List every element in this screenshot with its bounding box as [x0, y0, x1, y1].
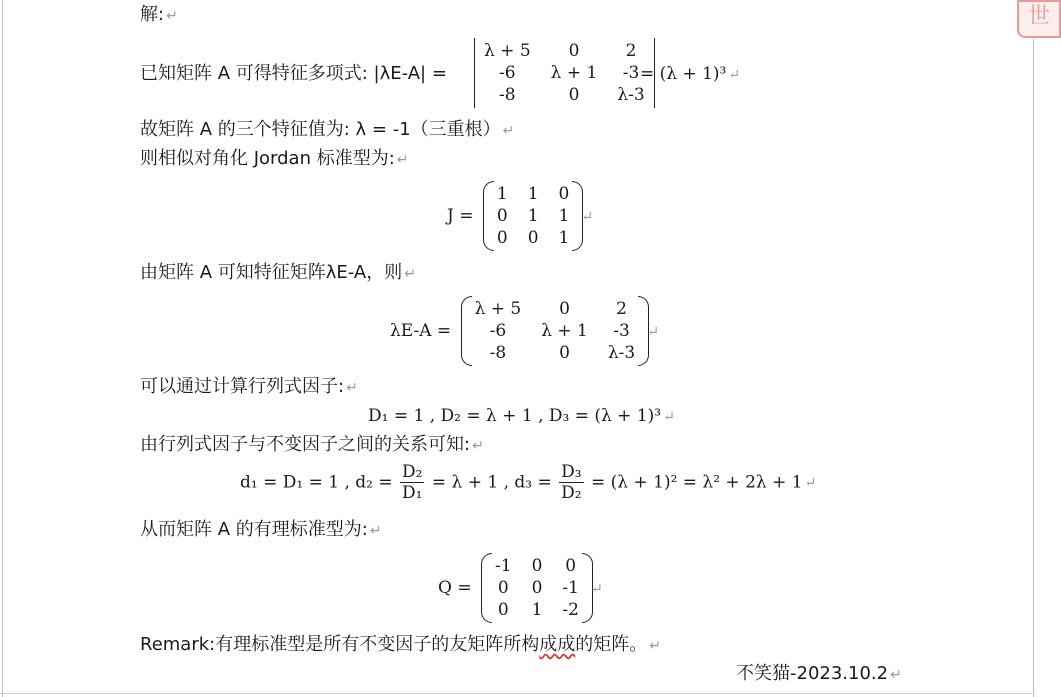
page-left-border — [2, 0, 3, 697]
jordan-matrix-row — [487, 227, 579, 249]
jordan-matrix-cell: 0 — [496, 206, 508, 226]
determinant-matrix-cell: 0 — [568, 41, 580, 61]
rational-intro-line: 从而矩阵 A 的有理标准型为: ↵ — [140, 519, 382, 540]
jordan-matrix-row — [487, 205, 579, 227]
jordan-intro-line: 则相似对角化 Jordan 标准型为: ↵ — [140, 148, 409, 169]
rational-matrix-cell: 0 — [531, 556, 543, 576]
char-matrix-intro-line: 由矩阵 A 可知特征矩阵λE-A，则 ↵ — [140, 262, 416, 283]
char-matrix-cell: λ + 1 — [541, 321, 588, 341]
rational-matrix-cell: 0 — [497, 600, 509, 620]
eigenvalue-line: 故矩阵 A 的三个特征值为: λ = -1（三重根） ↵ — [140, 119, 515, 140]
char-matrix-cell: 0 — [559, 299, 570, 319]
jordan-matrix-cell: 0 — [496, 228, 508, 248]
determinant-matrix-row — [474, 40, 655, 62]
determinant-matrix-cell: λ-3 — [617, 85, 645, 105]
determinant-matrix-cell: -8 — [499, 85, 516, 105]
jordan-matrix-cell: 0 — [558, 184, 570, 204]
det-factor-intro-line: 可以通过计算行列式因子: ↵ — [140, 376, 358, 397]
determinant-matrix-cell: -3 — [622, 63, 640, 83]
signature: 不笑猫-2023.10.2 ↵ — [736, 663, 902, 684]
determinant-matrix — [474, 40, 655, 106]
determinant-matrix-row — [474, 62, 655, 84]
char-matrix-cell: -8 — [489, 343, 507, 363]
determinant-matrix-cell: -6 — [499, 63, 516, 83]
rational-matrix-cell: 0 — [531, 578, 543, 598]
rational-matrix-row — [485, 599, 589, 621]
det-factors: D₁ = 1 , D₂ = λ + 1 , D₃ = (λ + 1)³ ↵ — [368, 406, 675, 426]
relation-intro-line: 由行列式因子与不变因子之间的关系可知: ↵ — [140, 434, 484, 455]
char-matrix-cell: λ + 5 — [474, 299, 522, 319]
page-bottom-border — [0, 693, 1034, 694]
rational-matrix-row — [485, 555, 589, 577]
rational-matrix-cell: -2 — [562, 600, 579, 620]
determinant-matrix-cell: 2 — [625, 41, 637, 61]
rational-matrix-cell: -1 — [562, 578, 579, 598]
jordan-matrix-cell: 1 — [496, 184, 508, 204]
jordan-matrix-row — [487, 183, 579, 205]
jordan-matrix-cell: 1 — [527, 184, 539, 204]
jordan-form: J = 1 1 0 0 1 1 0 0 1 ↵ — [447, 183, 593, 249]
spellcheck-squiggle: 成成 — [539, 634, 576, 655]
char-matrix-row — [465, 320, 646, 342]
determinant-matrix-cell: λ + 1 — [550, 63, 598, 83]
char-matrix-cell: -6 — [489, 321, 507, 341]
rational-matrix-cell: 0 — [565, 556, 577, 576]
rational-matrix-row — [485, 577, 589, 599]
char-matrix-cell: 0 — [559, 343, 570, 363]
rational-matrix-cell: 1 — [531, 600, 543, 620]
determinant-matrix-row — [474, 84, 655, 106]
char-poly-line: 已知矩阵 A 可得特征多项式: |λE-A| = — [140, 63, 447, 84]
char-matrix-cell: -3 — [613, 321, 630, 341]
page-right-border — [1033, 0, 1034, 697]
determinant-matrix-cell: 0 — [568, 85, 580, 105]
invariant-factors: d₁ = D₁ = 1 , d₂ = $\frac{\text{D₂}}{\text{D₁}}$ = λ + 1 , d₃ = $\frac{\text{D₃}}{\text{D₂}}$ = (λ + 1)² = λ² + 2λ + 1 ↵ — [240, 462, 817, 503]
jordan-matrix-cell: 0 — [527, 228, 539, 248]
char-matrix: λE-A = λ + 5 0 2 -6 λ + 1 -3 -8 0 λ-3 ↵ — [390, 298, 659, 364]
char-matrix-cell: λ-3 — [607, 343, 636, 363]
jordan-matrix-cell: 1 — [527, 206, 539, 226]
char-poly-result: = (λ + 1)³ ↵ — [640, 64, 741, 84]
jordan-matrix-cell: 1 — [558, 206, 570, 226]
jordan-matrix-cell: 1 — [558, 228, 570, 248]
corner-stamp-icon: 世 — [1017, 0, 1061, 38]
rational-form: Q = -1 0 0 0 0 -1 0 1 -2 ↵ — [438, 555, 603, 621]
solution-heading: 解: ↵ — [140, 4, 178, 25]
determinant-matrix-cell: λ + 5 — [484, 41, 531, 61]
char-matrix-row — [465, 298, 646, 320]
char-matrix-row — [465, 342, 646, 364]
remark-line: Remark:有理标准型是所有不变因子的友矩阵所构成成的矩阵。 ↵ — [140, 634, 661, 655]
char-matrix-cell: 2 — [616, 299, 627, 319]
rational-matrix-cell: -1 — [495, 556, 512, 576]
rational-matrix-cell: 0 — [497, 578, 509, 598]
